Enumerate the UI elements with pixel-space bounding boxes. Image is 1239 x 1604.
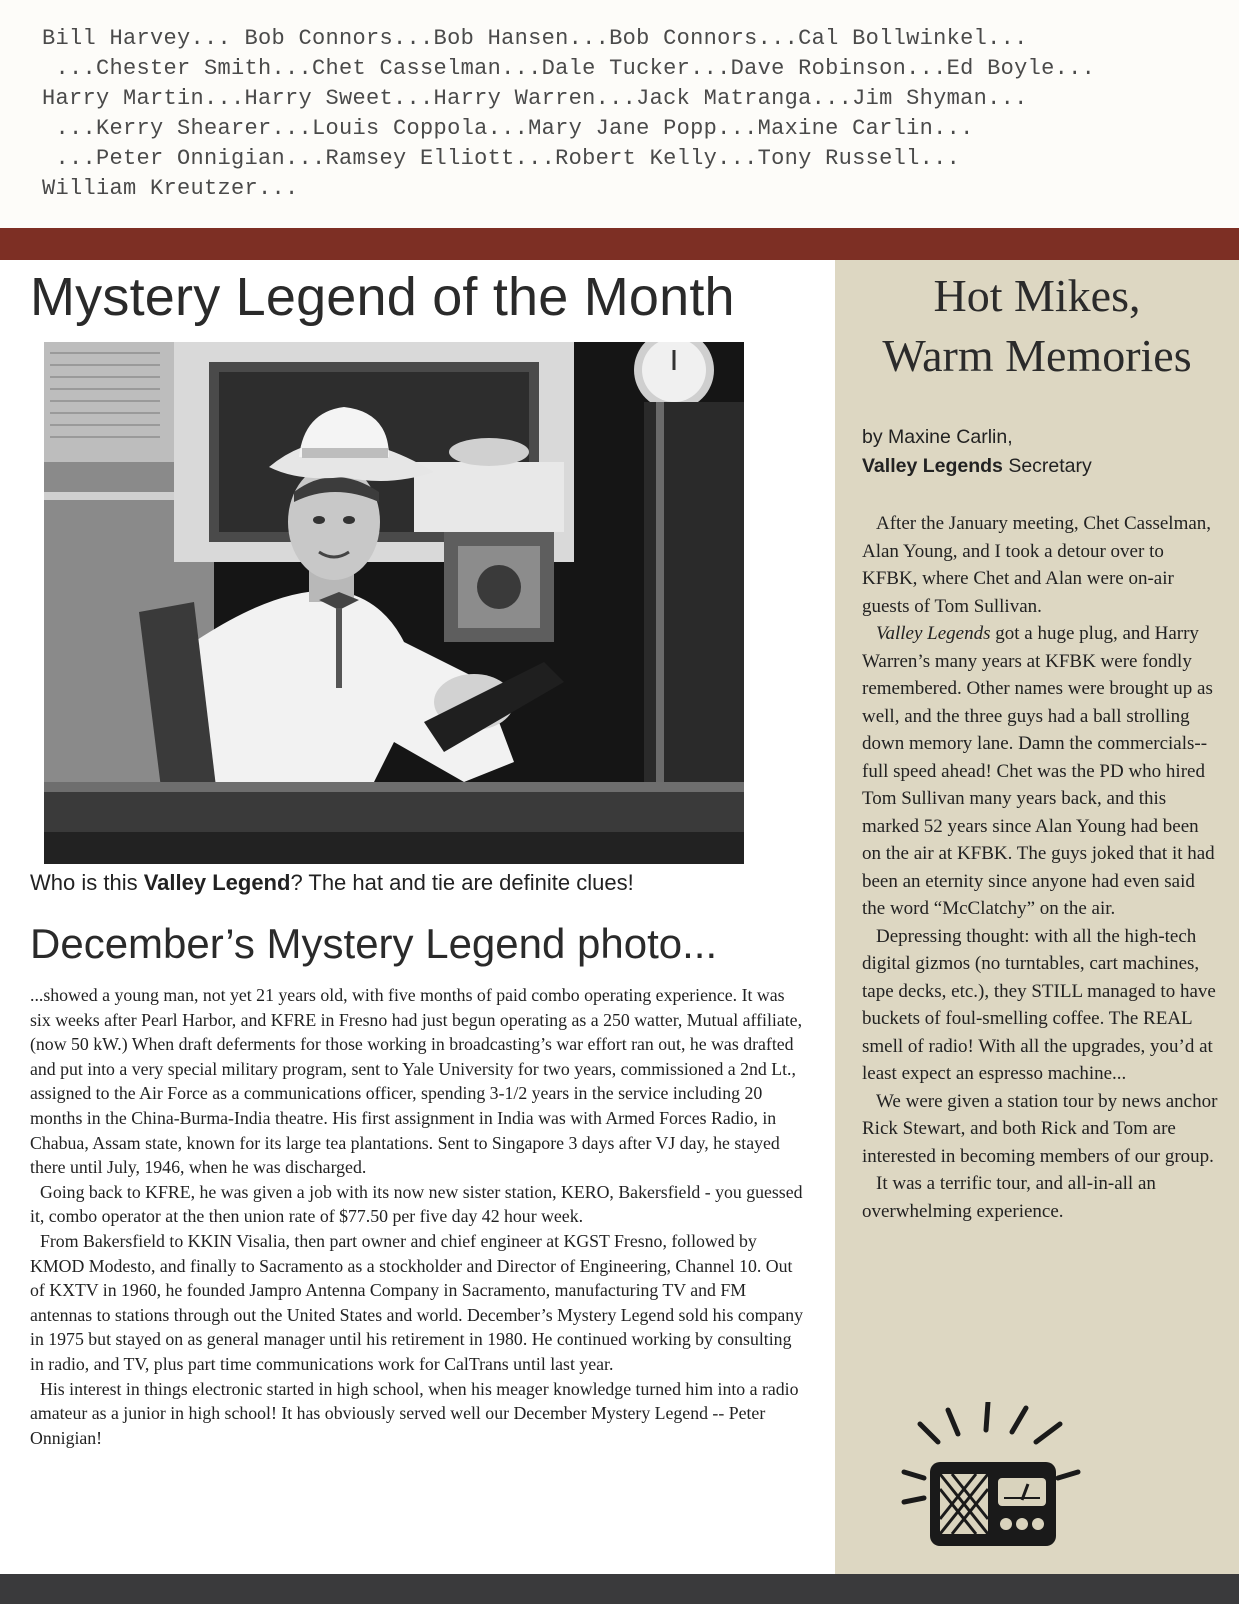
names-line: ...Peter Onnigian...Ramsey Elliott...Robert Kelly...Tony Russell... (42, 146, 961, 171)
article-paragraph: From Bakersfield to KKIN Visalia, then part owner and chief engineer at KGST Fresno, followed by KMOD Modesto, and finally to Sacramento as a stockholder and Director of Engineering, Channel 10. Out of KXTV in 1960, he founded Jampro Antenna Company in Sacramento, manufacturing TV and FM antennas to stations through out the United States and world. December’s Mystery Legend sold his company in 1975 but stayed on as general manager until his retirement in 1980. He continued working by consulting in radio, and TV, plus part time communications work for CalTrans until last year. (30, 1230, 804, 1374)
names-line: ...Chester Smith...Chet Casselman...Dale Tucker...Dave Robinson...Ed Boyle... (42, 56, 1096, 81)
byline-author: by Maxine Carlin, (862, 426, 1013, 448)
mystery-legend-photo (44, 342, 744, 864)
names-line: Harry Martin...Harry Sweet...Harry Warren...Jack Matranga...Jim Shyman... (42, 86, 1028, 111)
article-paragraph: It was a terrific tour, and all-in-all an overwhelming experience. (862, 1173, 1156, 1222)
article-paragraph: Depressing thought: with all the high-tech digital gizmos (no turntables, cart machines, tape decks, etc.), they STILL managed to have buckets of foul-smelling coffee. The REAL smell of radio! With all the upgrades, you’d at least expect an espresso machine... (862, 925, 1216, 1084)
byline-role: Secretary (1002, 455, 1092, 477)
photo-caption (30, 870, 634, 896)
paragraph-text: got a huge plug, and Harry Warren’s many years at KFBK were fondly remembered. Other names were brought up as well, and the three guys had a ball strolling down memory lane. Damn the commercials--full speed ahead! Chet was the PD who hired Tom Sullivan many years back, and this marked 52 years since Alan Young had been on the air at KFBK. The guys joked that it had been an eternity since anyone had even said the word “McClatchy” on the air. (862, 623, 1215, 919)
contributors-name-list (0, 0, 1239, 226)
article-paragraph: His interest in things electronic started in high school, when his meager knowledge turned him into a radio amateur as a junior in high school! It has obviously served well our December Mystery Legend -- Peter Onnigian! (30, 1378, 799, 1448)
december-legend-heading: December’s Mystery Legend photo... (30, 920, 718, 967)
article-paragraph: ...showed a young man, not yet 21 years old, with five months of paid combo operating experience. It was six weeks after Pearl Harbor, and KFRE in Fresno had just begun operating as a 250 watter, Mutual affiliate, (now 50 kW.) When draft deferments for those working in broadcasting’s war effort ran out, he was drafted and put into a very special military program, sent to Yale University for two years, commissioned a 2nd Lt., assigned to the Air Force as a communications officer, spending 3-1/2 years in the service including 20 months in the China-Burma-India theatre. His first assignment in India was with Armed Forces Radio, in Chabua, Assam state, known for its large tea plantations. Sent to Singapore 3 days after VJ day, he stayed there until July, 1946, when he was discharged. (30, 985, 803, 1178)
article-paragraph: We were given a station tour by news anchor Rick Stewart, and both Rick and Tom are interested in becoming members of our group. (862, 1090, 1218, 1167)
publication-name: Valley Legends (876, 623, 991, 644)
heading-line: Warm Memories (882, 330, 1192, 381)
heading-line: Hot Mikes, (933, 270, 1141, 321)
december-legend-article (30, 983, 808, 1450)
hot-mikes-heading (845, 266, 1229, 386)
names-line: ...Kerry Shearer...Louis Coppola...Mary Jane Popp...Maxine Carlin... (42, 116, 974, 141)
byline-org: Valley Legends (862, 455, 1003, 477)
caption-bold-text: Valley Legend (143, 870, 291, 895)
author-byline (862, 423, 1092, 481)
footer-band (0, 1574, 1239, 1604)
article-paragraph: Going back to KFRE, he was given a job with its now new sister station, KERO, Bakersfield - you guessed it, combo operator at the then union rate of $77.50 per five day 42 hour week. (30, 1181, 803, 1227)
caption-text: Who is this (30, 870, 144, 895)
mystery-legend-heading: Mystery Legend of the Month (30, 267, 735, 327)
section-divider-band (0, 228, 1239, 260)
radio-icon (900, 1402, 1100, 1562)
caption-text: ? The hat and tie are definite clues! (290, 870, 634, 895)
names-line: William Kreutzer... (42, 176, 299, 201)
article-paragraph: After the January meeting, Chet Casselman, Alan Young, and I took a detour over to KFBK, where Chet and Alan were on-air guests of Tom Sullivan. (862, 513, 1212, 617)
article-paragraph (862, 620, 1218, 923)
hot-mikes-article (862, 510, 1218, 1225)
names-line: Bill Harvey... Bob Connors...Bob Hansen...Bob Connors...Cal Bollwinkel... (42, 26, 1028, 51)
